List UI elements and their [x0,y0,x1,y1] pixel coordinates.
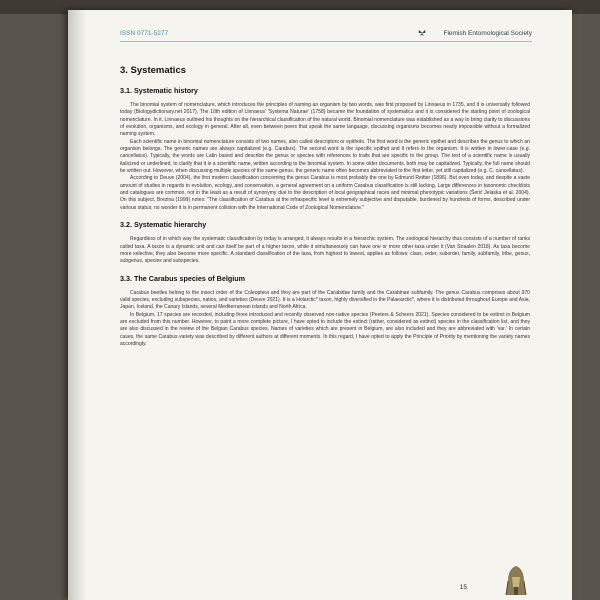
section-title: 3.1. Systematic history [120,86,198,95]
paragraph: In Belgium, 17 species are recorded, including three introduced and recently observed non-native species (Peeters & Scheers 2021). Species considered to be extinct in Belgium are excluded from this number. However, to paint a more complete picture, I have opted to include the extinct (rather, considered as extinct) species in the classification list, and they are also discussed in the review of the Belgian Carabus species. Names of varieties which are present in Belgium, are also included and they are abbreviated with 'var.' In certain cases, the same Carabus variety was described by different authors at different moments. In this regard, I have opted to apply the Principle of Priority by mentioning the variety names accordingly. [120,311,530,347]
society-name: Flemish Entomological Society [443,30,532,37]
paragraph: Carabus beetles belong to the insect order of the Coleoptera and they are part of the Carabidae family and the Carabinae subfamily. The genus Carabus comprises about 970 valid species, excluding subspecies, natios, and varieties (Deuve 2021). It is a Holarctic* taxon, highly diversified in the Palaearctic*, where it is distributed throughout Europe and Asia, Japan, Iceland, the Canary Islands, several Mediterranean islands and North Africa. [120,289,530,311]
section-systematic-history [120,86,530,212]
page-number: 15 [459,584,467,591]
page-content [120,65,530,348]
chapter-title: 3. Systematics [120,65,187,76]
section-title: 3.3. The Carabus species of Belgium [120,273,246,283]
paragraph: Regardless of in which way the systematic classification by today is arranged, it always results in a hierarchic system. The zoological hierarchy thus consists of a number of ranks called taxa. A taxon is a dynamic unit and can itself be part of a higher taxon, while it simultaneously can have one or more other taxa under it (Van Straalen 2018). As taxa become more selective, they also become more specific. A standard classification of the taxa, from highest to lowest, applies as follows: class, order, suborder, family, subfamily, tribe, genus, subgenus, species and subspecies. [120,236,530,265]
paragraph: According to Deuve (2004), the first modern classification concerning the genus Carabus is most probably the one by Edmund Reitter (1896). But even today, and despite a vaste amount of studies in regards to evolution, ecology, and conservation, a general agreement on a uniform Carabus classification is still lacking. Large differences in taxonomic checklists and catalogues are common, not in the least as a result of synonymy due to the description of local geographical races and minimal phenotypic variations (Šerić Jelaska et al. 2004). On this subject, Brezina (1999) notes: "The classification of Carabus at the infraspecific level is extremely subjective and disputable, burdened by hundreds of forms, described under various status; no wonder it is in permanent collision with the International Code of Zoological Nomenclature." [120,175,530,211]
section-title: 3.2. Systematic hierarchy [120,220,207,230]
section-carabus-species [120,274,530,349]
issn-label: ISSN 0771-5277 [120,30,169,37]
document-page [68,10,572,600]
section-systematic-hierarchy [120,220,530,265]
moth-logo-icon [418,29,426,37]
page-header [120,27,532,42]
pharaoh-thumb-logo [505,565,527,599]
paragraph: Each scientific name in binomial nomenclature consists of two names, also called descriptors or epithets. The first word is the generic epithet and describes the genus to which an organism belongs. The generic names are always capitalized (e.g. Carabus). The second word is the specific epithet and it refers to the organism. It is written in lower-case (e.g. cancellatus). Typically, the words are Latin based and describe the genus or species with references to traits that are specific to the group. The text of a scientific name is usually italicized or underlined, to clarify that it is a scientific name, written according to the binomial system. In some older documents, both may be capitalized. Typically, the full name should be written out. However, when discussing multiple species of the same genus, the generic name often becomes abbreviated to the first letter, yet still capitalized (e.g. C. cancellatus). [120,138,530,175]
paragraph: The binomial system of nomenclature, which introduces the principles of naming an organism by two words, was first proposed by Linnaeus in 1735, and it is universally followed today (Biologydictionary.net 2017). The 10th edition of Linnaeus' 'Systema Naturae' (1758) became the foundation of systematics and it is considered the starting point of zoological nomenclature. In it, Linnaeus outlined his thoughts on the hierarchical classification of the natural world. Binomial nomenclature was established as a way to bring clarity to discussions of evolution, organisms, and ecology in general. After all, even between peers that speak the same language, discussing organisms becomes nearly impossible without a formalized naming system. [120,102,530,138]
